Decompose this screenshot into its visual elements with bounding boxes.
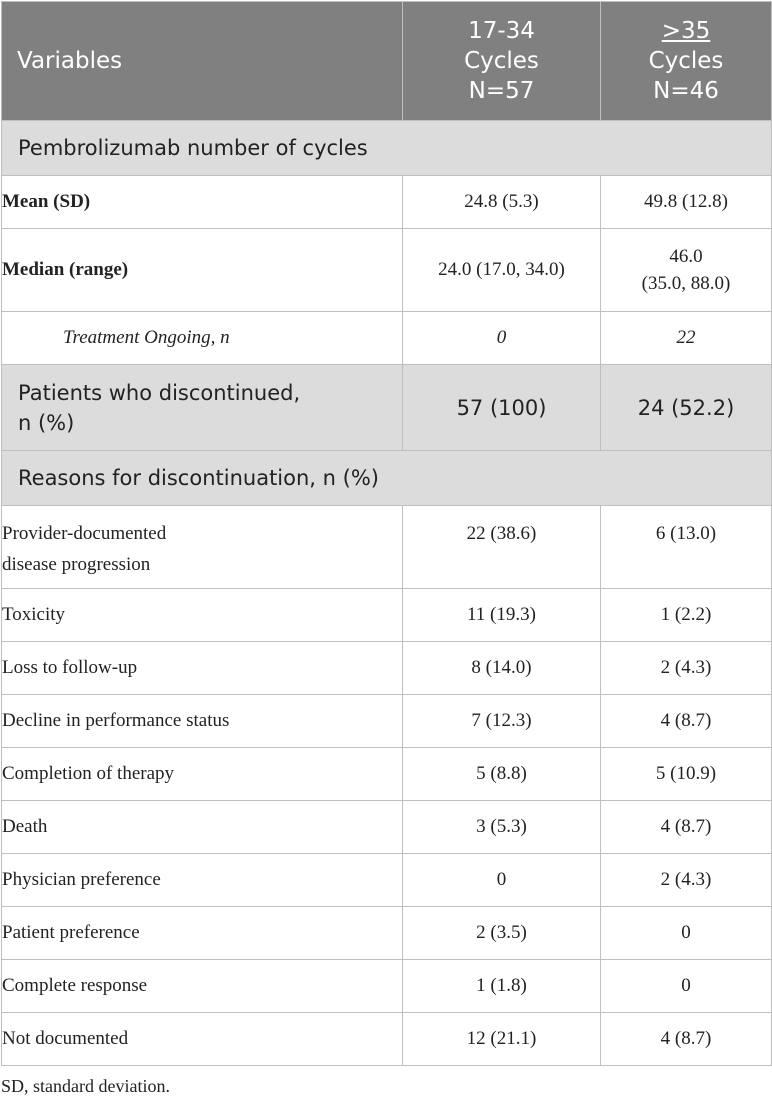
- table-row: [2, 642, 772, 695]
- table-row: [2, 748, 772, 801]
- cell-median-col2-line1: 46.0: [669, 246, 703, 267]
- table-header-row: [2, 2, 772, 121]
- row-label-mean: Mean (SD): [2, 176, 403, 229]
- header-col1-line2: Cycles: [464, 48, 539, 74]
- cell-physician-col2: 2 (4.3): [601, 854, 772, 907]
- header-col2-line3: N=46: [653, 78, 719, 104]
- header-col1-line3: N=57: [468, 78, 535, 104]
- cell-decline-col2: 4 (8.7): [601, 695, 772, 748]
- row-label-ongoing: Treatment Ongoing, n: [2, 312, 403, 365]
- cell-patient-col1: 2 (3.5): [403, 907, 601, 960]
- cell-median-col2: [601, 229, 772, 312]
- cell-completion-col1: 5 (8.8): [403, 748, 601, 801]
- cell-loss-col1: 8 (14.0): [403, 642, 601, 695]
- table-row: [2, 1013, 772, 1066]
- cell-toxicity-col2: 1 (2.2): [601, 589, 772, 642]
- discontinued-row: [2, 365, 772, 451]
- row-label-discontinued-line2: n (%): [18, 410, 75, 435]
- row-label-death: Death: [2, 801, 403, 854]
- row-label-progression-line1: Provider-documented: [2, 523, 167, 544]
- cell-progression-col1: 22 (38.6): [403, 506, 601, 589]
- row-label-progression: [2, 506, 403, 589]
- table-row: [2, 506, 772, 589]
- header-col-17-34: [403, 2, 601, 121]
- table-row: [2, 960, 772, 1013]
- row-label-toxicity: Toxicity: [2, 589, 403, 642]
- cell-patient-col2: 0: [601, 907, 772, 960]
- table-footnote: SD, standard deviation.: [1, 1076, 170, 1096]
- cell-loss-col2: 2 (4.3): [601, 642, 772, 695]
- row-label-median: Median (range): [2, 229, 403, 312]
- header-col2-line1: >35: [661, 18, 711, 44]
- cell-toxicity-col1: 11 (19.3): [403, 589, 601, 642]
- cell-discontinued-col2: 24 (52.2): [601, 365, 772, 451]
- section-row-cycles: [2, 121, 772, 176]
- cell-death-col1: 3 (5.3): [403, 801, 601, 854]
- cell-not-documented-col1: 12 (21.1): [403, 1013, 601, 1066]
- row-label-physician: Physician preference: [2, 854, 403, 907]
- cell-ongoing-col1: 0: [403, 312, 601, 365]
- section-title-cycles: Pembrolizumab number of cycles: [2, 121, 772, 176]
- cell-death-col2: 4 (8.7): [601, 801, 772, 854]
- row-label-discontinued-line1: Patients who discontinued,: [18, 380, 301, 405]
- discontinuation-table: [1, 1, 772, 1066]
- table-row: [2, 801, 772, 854]
- cell-decline-col1: 7 (12.3): [403, 695, 601, 748]
- row-label-loss-to-follow-up: Loss to follow-up: [2, 642, 403, 695]
- row-label-decline: Decline in performance status: [2, 695, 403, 748]
- table-row: [2, 695, 772, 748]
- cell-mean-col2: 49.8 (12.8): [601, 176, 772, 229]
- table-row: [2, 907, 772, 960]
- cell-ongoing-col2: 22: [601, 312, 772, 365]
- row-label-progression-line2: disease progression: [2, 554, 151, 575]
- table-row: [2, 176, 772, 229]
- row-label-patient: Patient preference: [2, 907, 403, 960]
- row-label-complete-response: Complete response: [2, 960, 403, 1013]
- row-label-completion: Completion of therapy: [2, 748, 403, 801]
- cell-complete-response-col1: 1 (1.8): [403, 960, 601, 1013]
- cell-mean-col1: 24.8 (5.3): [403, 176, 601, 229]
- header-variables: Variables: [2, 2, 403, 121]
- header-col-35-plus: [601, 2, 772, 121]
- section-row-reasons: [2, 451, 772, 506]
- cell-discontinued-col1: 57 (100): [403, 365, 601, 451]
- cell-complete-response-col2: 0: [601, 960, 772, 1013]
- cell-median-col1: 24.0 (17.0, 34.0): [403, 229, 601, 312]
- cell-physician-col1: 0: [403, 854, 601, 907]
- table-row: [2, 229, 772, 312]
- table-row: [2, 589, 772, 642]
- table-row: [2, 312, 772, 365]
- section-title-reasons: Reasons for discontinuation, n (%): [2, 451, 772, 506]
- cell-not-documented-col2: 4 (8.7): [601, 1013, 772, 1066]
- table-row: [2, 854, 772, 907]
- header-col1-line1: 17-34: [468, 18, 535, 44]
- header-col2-line2: Cycles: [648, 48, 724, 74]
- cell-progression-col2: 6 (13.0): [601, 506, 772, 589]
- row-label-discontinued: [2, 365, 403, 451]
- cell-median-col2-line2: (35.0, 88.0): [641, 273, 731, 294]
- cell-completion-col2: 5 (10.9): [601, 748, 772, 801]
- row-label-not-documented: Not documented: [2, 1013, 403, 1066]
